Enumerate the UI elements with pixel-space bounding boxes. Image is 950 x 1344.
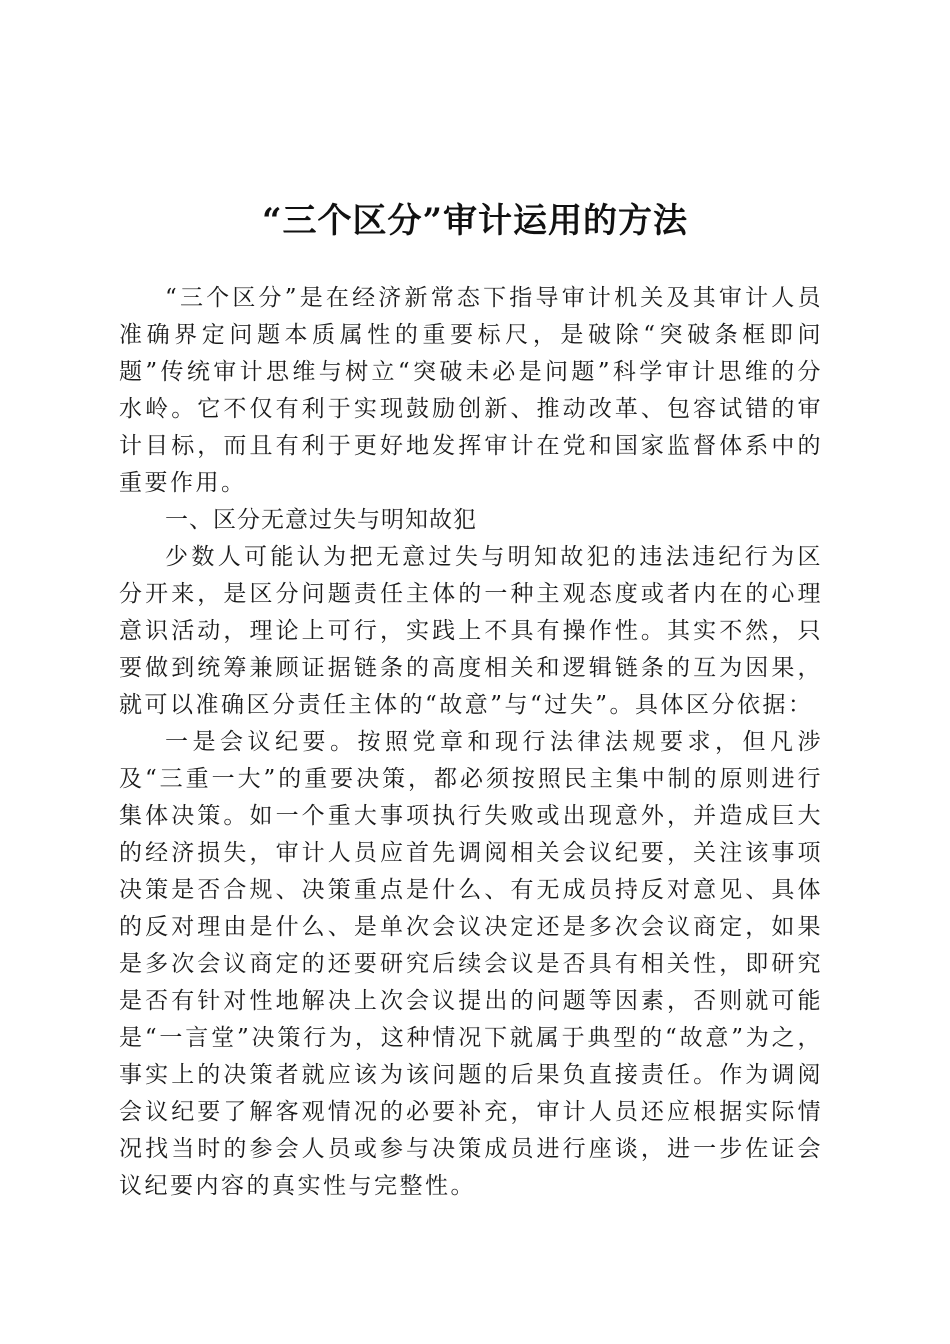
section-paragraph: 少数人可能认为把无意过失与明知故犯的违法违纪行为区分开来，是区分问题责任主体的一种主观态度或者内在的心理意识活动，理论上可行，实践上不具有操作性。其实不然，只要做到统筹兼顾证据链条的高度相关和逻辑链条的互为因果，就可以准确区分责任主体的“故意”与“过失”。具体区分依据： bbox=[119, 544, 823, 718]
section-heading: 一、区分无意过失与明知故犯 bbox=[165, 507, 477, 533]
intro-paragraph: “三个区分”是在经济新常态下指导审计机关及其审计人员准确界定问题本质属性的重要标尺，是破除“突破条框即问题”传统审计思维与树立“突破未必是问题”科学审计思维的分水岭。它不仅有利于实现鼓励创新、推动改革、包容试错的审计目标，而且有利于更好地发挥审计在党和国家监督体系中的重要作用。 bbox=[119, 285, 823, 496]
document-title: “三个区分”审计运用的方法 bbox=[261, 201, 689, 241]
document-body bbox=[119, 280, 823, 1205]
meeting-minutes-paragraph: 一是会议纪要。按照党章和现行法律法规要求，但凡涉及“三重一大”的重要决策，都必须按照民主集中制的原则进行集体决策。如一个重大事项执行失败或出现意外，并造成巨大的经济损失，审计人员应首先调阅相关会议纪要，关注该事项决策是否合规、决策重点是什么、有无成员持反对意见、具体的反对理由是什么、是单次会议决定还是多次会议商定，如果是多次会议商定的还要研究后续会议是否具有相关性，即研究是否有针对性地解决上次会议提出的问题等因素，否则就可能是“一言堂”决策行为，这种情况下就属于典型的“故意”为之，事实上的决策者就应该为该问题的后果负直接责任。作为调阅会议纪要了解客观情况的必要补充，审计人员还应根据实际情况找当时的参会人员或参与决策成员进行座谈，进一步佐证会议纪要内容的真实性与完整性。 bbox=[119, 729, 823, 1199]
